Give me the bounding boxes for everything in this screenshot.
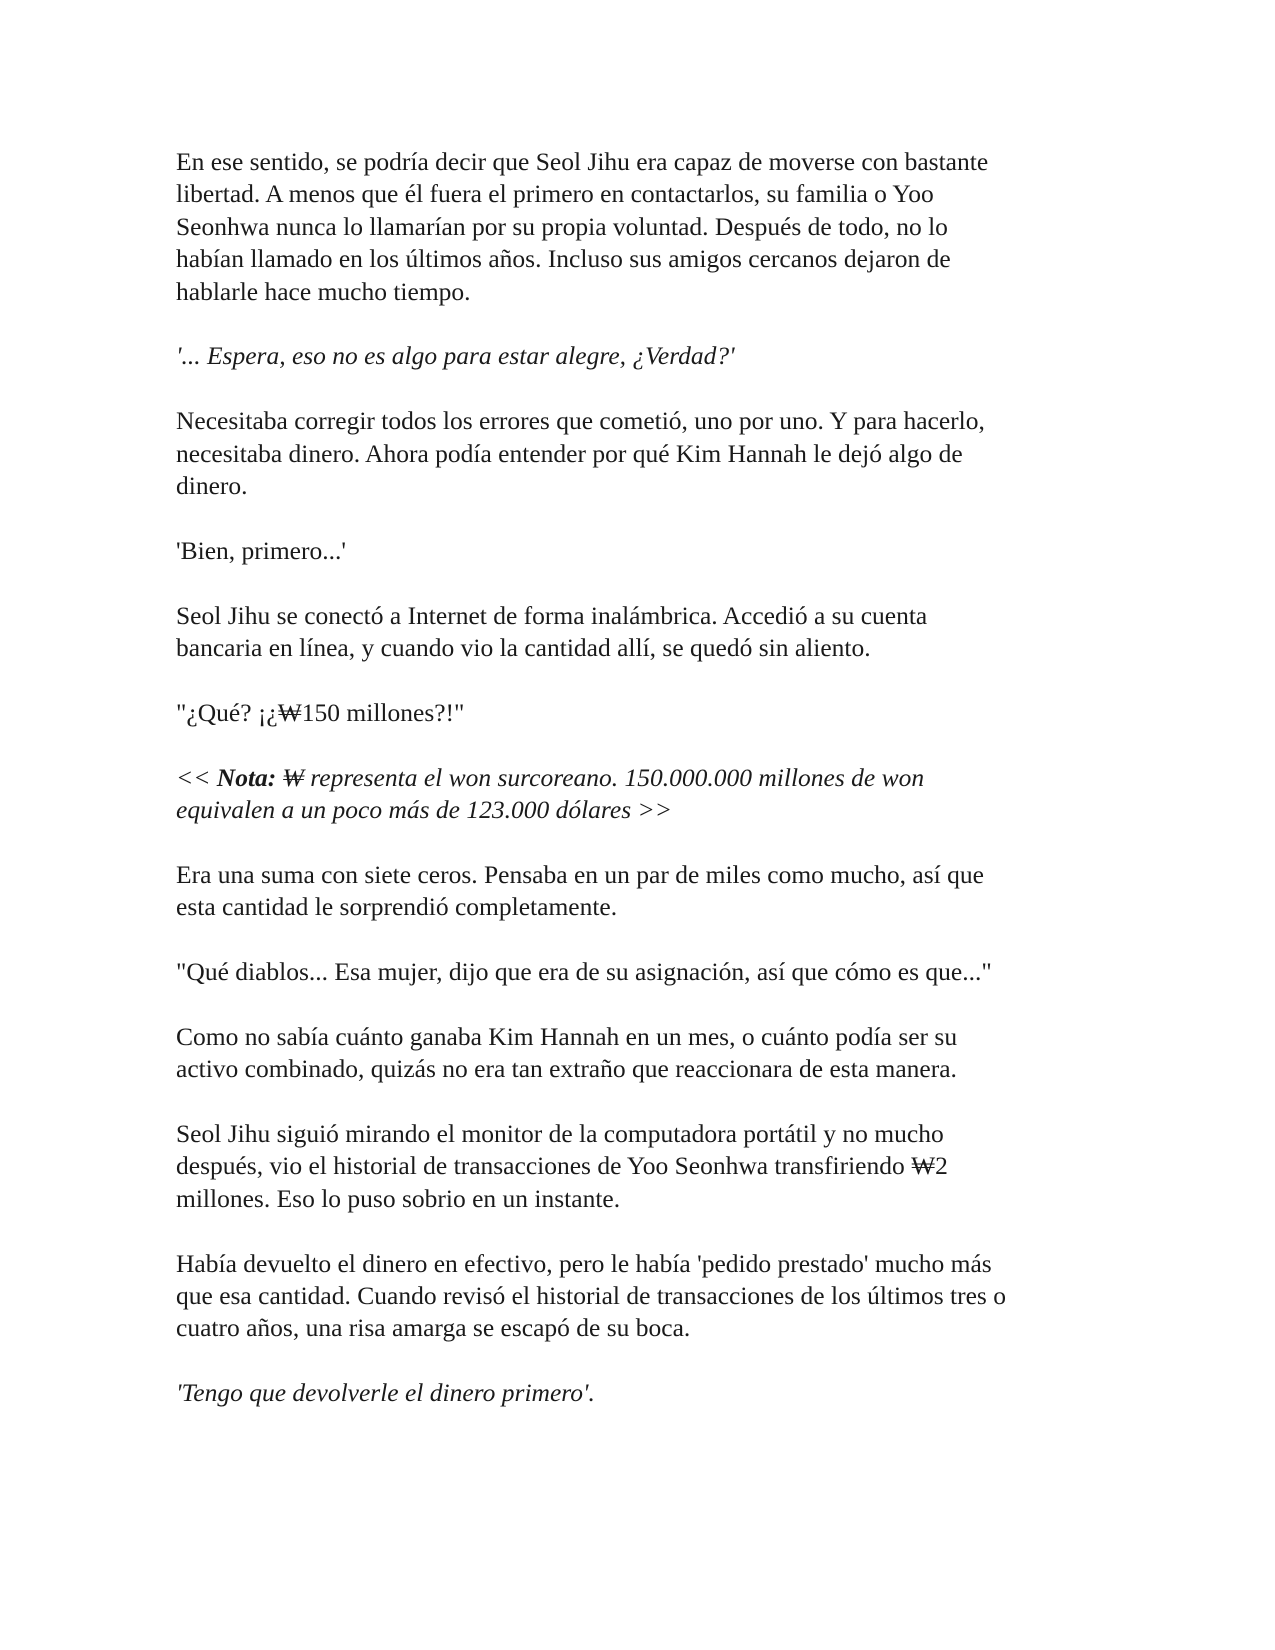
paragraph: Como no sabía cuánto ganaba Kim Hannah en un mes, o cuánto podía ser su activo combinado, quizás no era tan extraño que reaccionara de esta manera. — [176, 1021, 958, 1084]
translator-note — [176, 762, 1106, 827]
dialogue-line: "Qué diablos... Esa mujer, dijo que era de su asignación, así que cómo es que..." — [176, 957, 992, 987]
paragraph: Había devuelto el dinero en efectivo, pero le había 'pedido prestado' mucho más que esa cantidad. Cuando revisó el historial de transacciones de los últimos tres o cuatro años, una risa amarga se escapó de su boca. — [176, 1248, 1006, 1343]
paragraph: En ese sentido, se podría decir que Seol Jihu era capaz de moverse con bastante libertad. A menos que él fuera el primero en contactarlos, su familia o Yoo Seonhwa nunca lo llamarían por su propia voluntad. Después de todo, no lo habían llamado en los últimos años. Incluso sus amigos cercanos dejaron de hablarle hace mucho tiempo. — [176, 147, 989, 306]
paragraph: Seol Jihu se conectó a Internet de forma inalámbrica. Accedió a su cuenta bancaria en línea, y cuando vio la cantidad allí, se quedó sin aliento. — [176, 600, 928, 663]
paragraph: Seol Jihu siguió mirando el monitor de la computadora portátil y no mucho después, vio el historial de transacciones de Yoo Seonhwa transfiriendo ₩2 millones. Eso lo puso sobrio en un instante. — [176, 1119, 948, 1213]
paragraph: Era una suma con siete ceros. Pensaba en un par de miles como mucho, así que esta cantidad le sorprendió completamente. — [176, 859, 984, 922]
paragraph: Necesitaba corregir todos los errores que cometió, uno por uno. Y para hacerlo, necesitaba dinero. Ahora podía entender por qué Kim Hannah le dejó algo de dinero. — [176, 406, 985, 501]
note-text: ₩ representa el won surcoreano. 150.000.000 millones de won equivalen a un poco más de 123.000 dólares >> — [176, 762, 925, 825]
dialogue-line: "¿Qué? ¡¿₩150 millones?!" — [176, 697, 465, 727]
thought-line: 'Tengo que devolverle el dinero primero'. — [176, 1378, 595, 1408]
note-label: Nota: — [216, 762, 277, 792]
note-open: << — [176, 762, 217, 792]
thought-line: '... Espera, eso no es algo para estar alegre, ¿Verdad?' — [176, 341, 735, 371]
body-text — [176, 146, 1106, 1442]
thought-line: 'Bien, primero...' — [176, 535, 346, 565]
